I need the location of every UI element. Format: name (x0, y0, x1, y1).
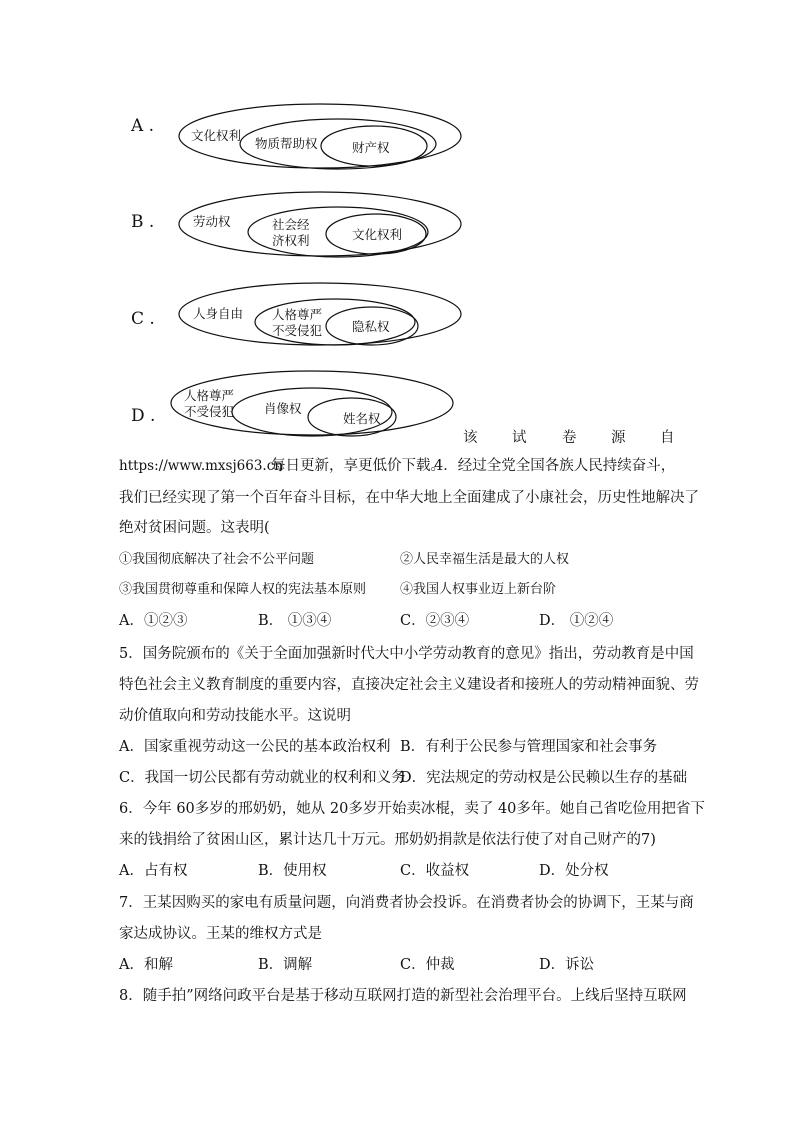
q7-stem-line2: 家达成协议。王某的维权方式是 (119, 926, 322, 942)
q6-stem-line1: 6．今年 60多岁的邢奶奶，她从 20多岁开始卖冰棍，卖了 40多年。她自己省吃俭用把省下 (119, 801, 705, 817)
q7-option-a: A．和解 (119, 957, 173, 973)
diagram-d-middle-label: 肖像权 (264, 401, 302, 416)
q4-option-b: B． ①③④ (258, 613, 332, 629)
q5-option-a: A．国家重视劳动这一公民的基本政治权利 (119, 739, 391, 755)
q7-option-b: B．调解 (258, 957, 313, 973)
diagram-c-inner-label: 隐私权 (352, 319, 390, 334)
q5-option-c: C．我国一切公民都有劳动就业的权利和义务 (119, 770, 406, 786)
q6-option-c: C．收益权 (400, 863, 470, 879)
q4-option-d: D． ①②④ (539, 613, 614, 629)
diagram-b-inner-label: 文化权利 (352, 227, 403, 242)
diagram-d-inner-label: 姓名权 (343, 411, 381, 426)
diagram-a-outer-label: 文化权利 (191, 128, 242, 143)
diagram-a-option-label: A . (131, 116, 155, 136)
q7-stem-line1: 7．王某因购买的家电有质量问题，向消费者协会投诉。在消费者协会的协调下，王某与商 (119, 895, 694, 911)
q5-stem-line1: 5．国务院颁布的《关于全面加强新时代大中小学劳动教育的意见》指出，劳动教育是中国 (119, 646, 694, 662)
q7-option-c: C．仲裁 (400, 957, 455, 973)
diagram-c-middle-label-line1: 人格尊严 (272, 307, 323, 322)
q6-option-a: A．占有权 (119, 863, 188, 879)
diagram-ellipses (0, 0, 794, 450)
q5-option-b: B．有利于公民参与管理国家和社会事务 (400, 739, 658, 755)
diagram-a-inner-label: 财产权 (352, 140, 390, 155)
diagram-c-outer-label: 人身自由 (193, 306, 244, 321)
q6-stem-line2: 来的钱捐给了贫困山区，累计达几十万元。邢奶奶捐款是依法行使了对自己财产的7) (119, 832, 656, 848)
q4-item-3: ③我国贯彻尊重和保障人权的宪法基本原则 (119, 582, 367, 597)
diagram-b-middle-label-line2: 济权利 (272, 233, 310, 248)
source-note-char-2: 试 (512, 430, 527, 446)
q4-stem-line1: 4．经过全党全国各族人民持续奋斗， (434, 458, 676, 474)
source-note-char-3: 卷 (562, 430, 577, 446)
q6-option-d: D．处分权 (539, 863, 609, 879)
diagram-a-middle-label: 物质帮助权 (255, 136, 318, 151)
diagram-b-outer-label: 劳动权 (193, 214, 231, 229)
q6-option-b: B．使用权 (258, 863, 327, 879)
q8-stem-line1: 8．随手拍”网络问政平台是基于移动互联网打造的新型社会治理平台。上线后坚持互联网 (119, 988, 687, 1004)
diagram-d-outer-label-line1: 人格尊严 (184, 388, 235, 403)
source-note-url[interactable]: https://www.mxsj663.cn (119, 458, 283, 474)
diagram-d-outer-label-line2: 不受侵犯 (184, 404, 235, 419)
q5-option-d: D．宪法规定的劳动权是公民赖以生存的基础 (400, 770, 688, 786)
diagram-c-middle-label-line2: 不受侵犯 (272, 323, 323, 338)
q5-stem-line2: 特色社会主义教育制度的重要内容，直接决定社会主义建设者和接班人的劳动精神面貌、劳 (119, 677, 699, 693)
diagram-d-option-label: D . (131, 406, 156, 426)
q4-item-1: ①我国彻底解决了社会不公平问题 (119, 552, 315, 567)
q7-option-d: D．诉讼 (539, 957, 595, 973)
q4-stem-line2: 我们已经实现了第一个百年奋斗目标，在中华大地上全面建成了小康社会，历史性地解决了 (119, 490, 699, 506)
diagram-c-option-label: C . (131, 309, 155, 329)
q5-stem-line3: 动价值取向和劳动技能水平。这说明 (119, 708, 351, 724)
q4-stem-line3: 绝对贫困问题。这表明( (119, 520, 270, 536)
source-note-char-1: 该 (463, 430, 478, 446)
q4-item-4: ④我国人权事业迈上新台阶 (400, 582, 557, 597)
source-note-rest: 每日更新，享更低价下载。 (271, 458, 445, 474)
source-note-char-4: 源 (611, 430, 626, 446)
diagram-b-option-label: B . (131, 212, 155, 232)
q4-item-2: ②人民幸福生活是最大的人权 (400, 552, 570, 567)
q4-option-a: A．①②③ (119, 613, 188, 629)
q4-option-c: C．②③④ (400, 613, 470, 629)
diagram-b-middle-label-line1: 社会经 (272, 217, 310, 232)
source-note-char-5: 自 (660, 430, 675, 446)
